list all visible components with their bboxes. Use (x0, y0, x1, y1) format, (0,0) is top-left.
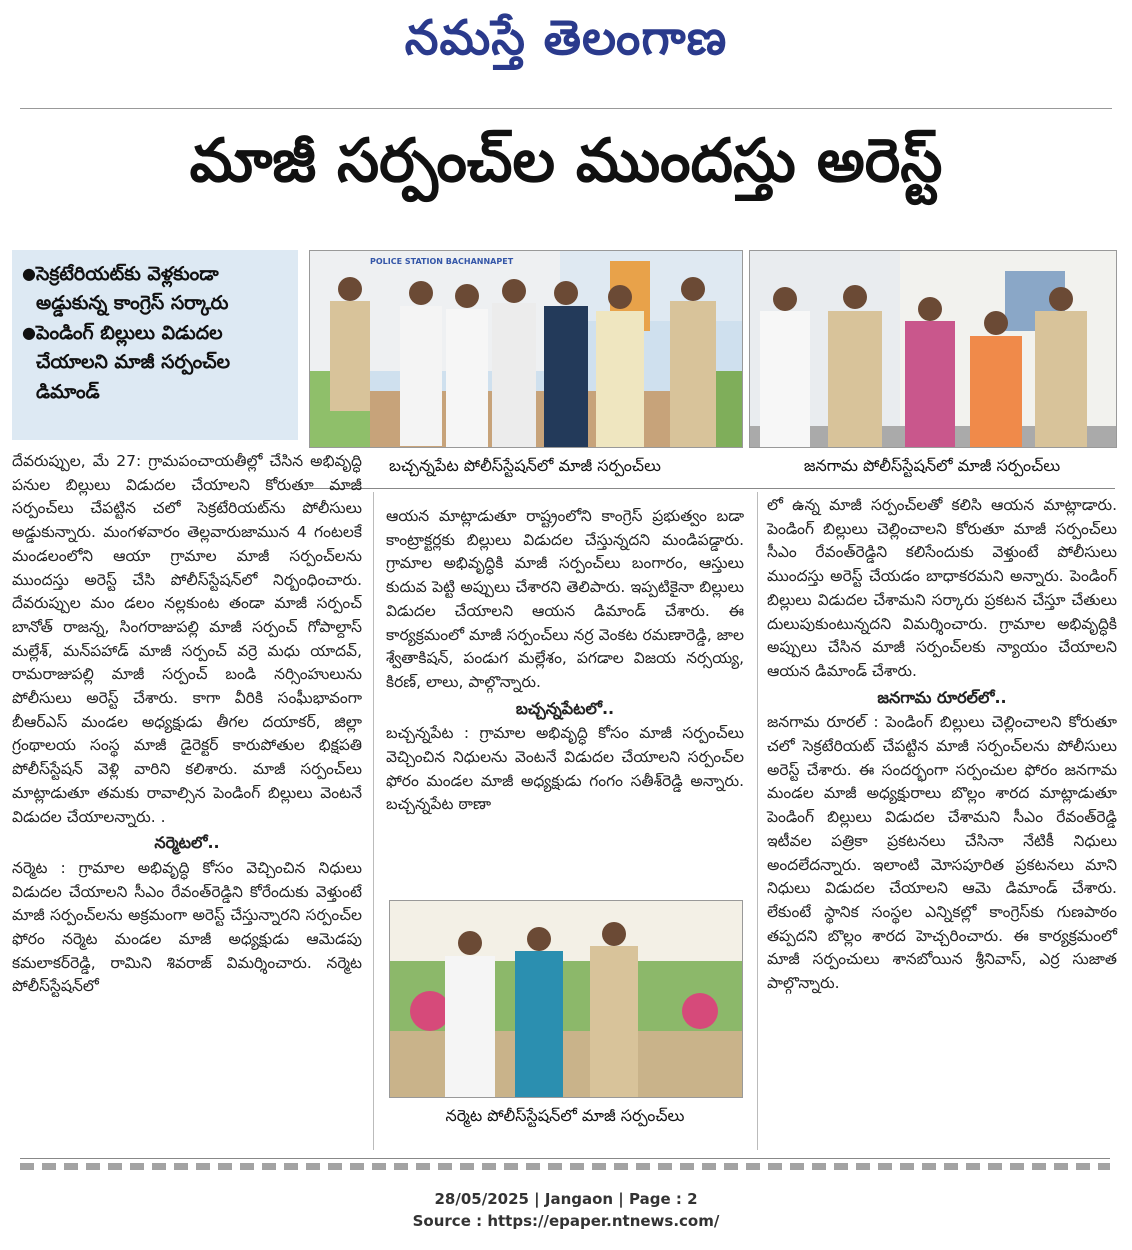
newspaper-masthead: నమస్తే తెలంగాణ (404, 10, 728, 66)
photo-bachannapet-image (310, 251, 742, 447)
column-divider (373, 492, 374, 1150)
highlight-box (12, 250, 298, 440)
subheading-narmeta: నర్మెటలో.. (154, 833, 220, 853)
police-station-sign: POLICE STATION BACHANNAPET (370, 257, 514, 266)
footer-date-line: 28/05/2025 | Jangaon | Page : 2 (434, 1190, 698, 1208)
photo-narmeta-image (390, 901, 742, 1097)
paragraph: దేవరుప్పుల, మే 27: గ్రామపంచాయతీల్లో చేసిన అభివృద్ధి పనుల బిల్లులు విడుదల చేయాలని కోరుతూ మాజీ సర్పంచ్‌లు చేపట్టిన చలో సెక్రటేరియట్‌ను పోలీసులు అడ్డుకున్నారు. మంగళవారం తెల్లవారుజామున 4 గంటలకే మండలంలోని ఆయా గ్రామాల మాజీ సర్పంచ్‌లను ముందస్తు అరెస్ట్ చేసి పోలీస్‌స్టేషన్‌లో నిర్బంధించారు. దేవరుప్పుల మం డలం నల్లకుంట తండా మాజీ సర్పంచ్ బానోత్ రాజన్న, సింగరాజుపల్లి మాజీ సర్పంచ్ గోపాల్దాస్ మల్లేశ్, మన్‌పహాడ్ మాజీ సర్పంచ్ వర్రె మధు యాదవ్, రామరాజుపల్లి మాజీ సర్పంచ్ బండి నర్సింహులును పోలీసులు అరెస్ట్ చేశారు. కాగా వీరికి సంఘీభావంగా బీఆర్‌ఎస్ మండల అధ్యక్షుడు తీగల దయాకర్, జిల్లా గ్రంథాలయ సంస్థ మాజీ డైరెక్టర్ కారుపోతుల భిక్షపతి పోలీస్‌స్టేషన్ వెళ్లి వారిని కలిశారు. మాజీ సర్పంచ్‌లు మాట్లాడుతూ తమకు రావాల్సిన పెండింగ్ బిల్లులు వెంటనే విడుదల చేయాలన్నారు. . (12, 452, 362, 826)
column-divider (757, 492, 758, 1150)
subheading-jangaon-rural: జనగామ రూరల్‌లో.. (877, 687, 1007, 707)
photo-bachannapet (309, 250, 743, 448)
article-column-3 (767, 494, 1117, 996)
bullet-icon: ● (22, 322, 36, 342)
bullet-icon: ● (22, 264, 36, 283)
caption-jangaon: జనగామ పోలీస్‌స్టేషన్‌లో మాజీ సర్పంచ్‌లు (803, 456, 1061, 475)
masthead-divider (20, 108, 1112, 109)
subheading-bachannapet: బచ్చన్నపేటలో.. (515, 698, 615, 718)
next-article-strip (20, 1163, 1110, 1170)
article-column-1 (12, 450, 362, 999)
paragraph: జనగామ రూరల్ : పెండింగ్ బిల్లులు చెల్లించాలని కోరుతూ చలో సెక్రటేరియట్ చేపట్టిన మాజీ సర్పంచ్‌లను పోలీసులు అరెస్ట్ చేశారు. ఈ సందర్భంగా సర్పంచుల ఫోరం జనగామ మండల మాజీ అధ్యక్షురాలు బొల్లం శారద మాట్లాడుతూ పెండింగ్ బిల్లులు విడుదల చేశామని సీఎం రేవంత్‌రెడ్డి ఇటీవల పత్రికా ప్రకటనలు చేసినా నేటికీ నిధులు అందలేదన్నారు. ఇలాంటి మోసపూరిత ప్రకటనలు మాని నిధులు విడుదల చేయాలని ఆమె డిమాండ్ చేశారు. లేకుంటే స్థానిక సంస్థల ఎన్నికల్లో కాంగ్రెస్‌కు గుణపాఠం తప్పదని బొల్లం శారద హెచ్చరించారు. ఈ కార్యక్రమంలో మాజీ సర్పంచులు శానబోయిన శ్రీనివాస్, ఎర్ర సుజాత పాల్గొన్నారు. (767, 713, 1117, 993)
paragraph: బచ్చన్నపేట : గ్రామాల అభివృద్ధి కోసం మాజీ సర్పంచ్‌లు వెచ్చించిన నిధులను వెంటనే విడుదల చేయాలని సర్పంచ్‌ల ఫోరం మండల మాజీ అధ్యక్షుడు గంగం సతీశ్‌రెడ్డి అన్నారు. బచ్చన్నపేట ఠాణా (386, 724, 744, 814)
photo-jangaon-image (750, 251, 1116, 447)
article-headline: మాజీ సర్పంచ్‌ల ముందస్తు అరెస్ట్ (189, 126, 943, 196)
bullet-text: సెక్రటేరియట్‌కు వెళ్లకుండా అడ్డుకున్న కాంగ్రెస్ సర్కారు (36, 263, 229, 315)
caption-bachannapet: బచ్చన్నపేట పోలీస్‌స్టేషన్‌లో మాజీ సర్పంచ్‌లు (389, 456, 661, 475)
paragraph: నర్మెట : గ్రామాల అభివృద్ధి కోసం వెచ్చించిన నిధులు విడుదల చేయాలని సీఎం రేవంత్‌రెడ్డిని కోరేందుకు వెళ్తుంటే మాజీ సర్పంచ్‌లను అక్రమంగా అరెస్ట్ చేస్తున్నారని సర్పంచ్‌ల ఫోరం నర్మెట మండల మాజీ అధ్యక్షుడు ఆమెడపు కమలాకర్‌రెడ్డి, రామిని శివరాజ్ విమర్శించారు. నర్మెట పోలీస్‌స్టేషన్‌లో (12, 858, 362, 996)
caption-narmeta: నర్మెట పోలీస్‌స్టేషన్‌లో మాజీ సర్పంచ్‌లు (445, 1106, 685, 1125)
highlight-bullet (22, 260, 288, 319)
footer-source-line: Source : https://epaper.ntnews.com/ (412, 1212, 720, 1230)
paragraph: ఆయన మాట్లాడుతూ రాష్ట్రంలోని కాంగ్రెస్ ప్రభుత్వం బడా కాంట్రాక్టర్లకు బిల్లులు విడుదల చేస్తున్నదని మండిపడ్డారు. గ్రామాల అభివృద్ధికి మాజీ సర్పంచ్‌లు బంగారం, ఆస్తులు కుదువ పెట్టి అప్పులు చేశారని తెలిపారు. ఇప్పటికైనా బిల్లులు విడుదల చేయాలని ఆయన డిమాండ్ చేశారు. ఈ కార్యక్రమంలో మాజీ సర్పంచ్‌లు నర్ర వెంకట రమణారెడ్డి, జాల శ్వేతాకిషన్, పండుగ మల్లేశం, పగడాల విజయ నర్సయ్య, కిరణ్, లాలు, పాల్గొన్నారు. (386, 507, 744, 691)
highlight-bullet (22, 319, 288, 407)
photo-narmeta (389, 900, 743, 1098)
photo-jangaon (749, 250, 1117, 448)
paragraph: లో ఉన్న మాజీ సర్పంచ్‌లతో కలిసి ఆయన మాట్లాడారు. పెండింగ్ బిల్లులు చెల్లించాలని కోరుతూ మాజీ సర్పంచ్‌లు సీఎం రేవంత్‌రెడ్డిని కలిసేందుకు వెళ్తుంటే పోలీసులు ముందస్తు అరెస్ట్ చేయడం బాధాకరమని అన్నారు. పెండింగ్ బిల్లులు విడుదల చేశామని సర్కారు ప్రకటన చేస్తూ చేతులు దులుపుకుంటున్నదని విమర్శించారు. గ్రామాల అభివృద్ధికి అప్పులు చేసిన మాజీ సర్పంచ్‌లకు న్యాయం చేయాలని ఆయన డిమాండ్ చేశారు. (767, 496, 1117, 680)
bullet-text: పెండింగ్ బిల్లులు విడుదల చేయాలని మాజీ సర్పంచ్‌ల డిమాండ్ (36, 321, 231, 403)
bottom-divider (20, 1158, 1110, 1159)
article-column-2 (386, 505, 744, 817)
caption-divider (309, 488, 1115, 489)
